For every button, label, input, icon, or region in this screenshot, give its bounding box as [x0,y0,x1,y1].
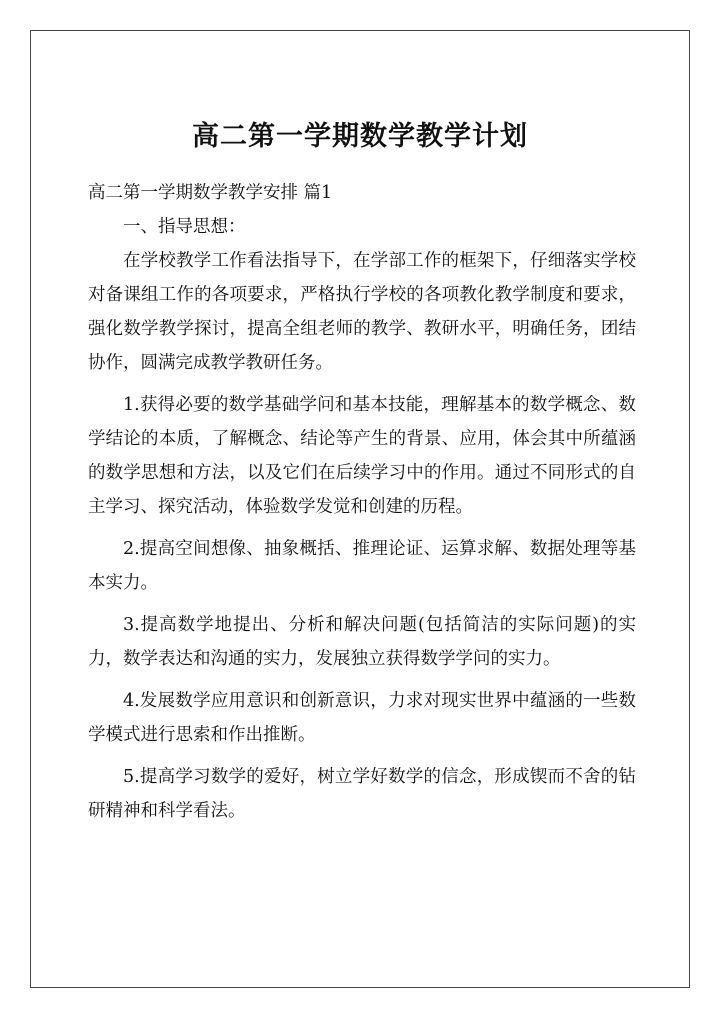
paragraph-item-5: 5.提高学习数学的爱好，树立学好数学的信念，形成锲而不舍的钻研精神和科学看法。 [88,767,636,821]
paragraph-item-2: 2.提高空间想像、抽象概括、推理论证、运算求解、数据处理等基本实力。 [88,539,636,593]
paragraph-item-4: 4.发展数学应用意识和创新意识，力求对现实世界中蕴涵的一些数学模式进行思索和作出推断。 [88,691,636,745]
document-title: 高二第一学期数学教学计划 [192,121,528,152]
section-subtitle: 高二第一学期数学教学安排 篇1 [88,183,333,203]
paragraph-item-3: 3.提高数学地提出、分析和解决问题(包括简洁的实际问题)的实力，数学表达和沟通的实力，发展独立获得数学学问的实力。 [88,615,636,669]
paragraph-item-1: 1.获得必要的数学基础学问和基本技能，理解基本的数学概念、数学结论的本质，了解概念、结论等产生的背景、应用，体会其中所蕴涵的数学思想和方法，以及它们在后续学习中的作用。通过不同形式的自主学习、探究活动，体验数学发觉和创建的历程。 [88,395,636,517]
section-heading: 一、指导思想： [123,217,246,237]
paragraph-guiding-idea: 在学校教学工作看法指导下，在学部工作的框架下，仔细落实学校对备课组工作的各项要求，严格执行学校的各项教化教学制度和要求，强化数学教学探讨，提高全组老师的教学、教研水平，明确任务，团结协作，圆满完成教学教研任务。 [88,251,636,373]
document-body [88,176,636,828]
